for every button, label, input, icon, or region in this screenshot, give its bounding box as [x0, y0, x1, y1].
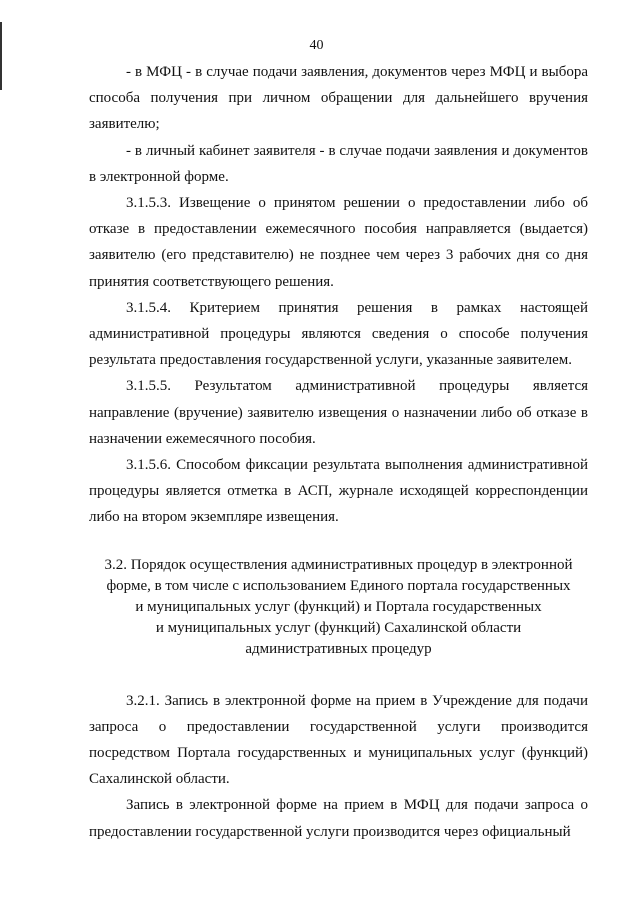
heading-line: и муниципальных услуг (функций) Сахалинской области: [155, 619, 522, 636]
paragraph-mfc-appointment: Запись в электронной форме на прием в МФЦ для подачи запроса о предоставлении государственной услуги производится через официальный: [89, 797, 588, 840]
paragraph-3-2-1: 3.2.1. Запись в электронной форме на прием в Учреждение для подачи запроса о предоставлении государственной услуги производится посредством Портала государственных и муниципальных услуг (функций) Сахалинской области.: [89, 692, 588, 788]
section-heading-3-2: [89, 555, 588, 660]
paragraph-personal-account: - в личный кабинет заявителя - в случае подачи заявления и документов в электронной форме.: [89, 142, 588, 185]
document-body: [89, 59, 588, 845]
heading-line: и муниципальных услуг (функций) и Портала государственных: [135, 598, 542, 615]
paragraph-3-1-5-5: 3.1.5.5. Результатом административной процедуры является направление (вручение) заявителю извещения о назначении либо об отказе в назначении ежемесячного пособия.: [89, 378, 588, 447]
heading-line: форме, в том числе с использованием Единого портала государственных: [106, 577, 571, 594]
page-number: 40: [309, 38, 324, 53]
paragraph-3-1-5-6: 3.1.5.6. Способом фиксации результата выполнения административной процедуры является отметка в АСП, журнале исходящей корреспонденции либо на втором экземпляре извещения.: [89, 457, 588, 526]
paragraph-3-1-5-4: 3.1.5.4. Критерием принятия решения в рамках настоящей административной процедуры являются сведения о способе получения результата предоставления государственной услуги, указанные заявителем.: [89, 299, 588, 369]
heading-line: административных процедур: [245, 640, 432, 657]
heading-line: 3.2. Порядок осуществления административных процедур в электронной: [104, 556, 573, 573]
spacer: [89, 531, 588, 555]
paragraph-3-1-5-3: 3.1.5.3. Извещение о принятом решении о предоставлении либо об отказе в предоставлении ежемесячного пособия направляется (выдается) заявителю (его представителю) не позднее чем через 3 рабочих дня со дня принятия соответствующего решения.: [89, 195, 588, 290]
spacer: [89, 660, 588, 688]
scan-edge-mark: [0, 22, 2, 90]
paragraph-mfc-delivery: - в МФЦ - в случае подачи заявления, документов через МФЦ и выбора способа получения при личном обращении для дальнейшего вручения заявителю;: [89, 64, 588, 133]
